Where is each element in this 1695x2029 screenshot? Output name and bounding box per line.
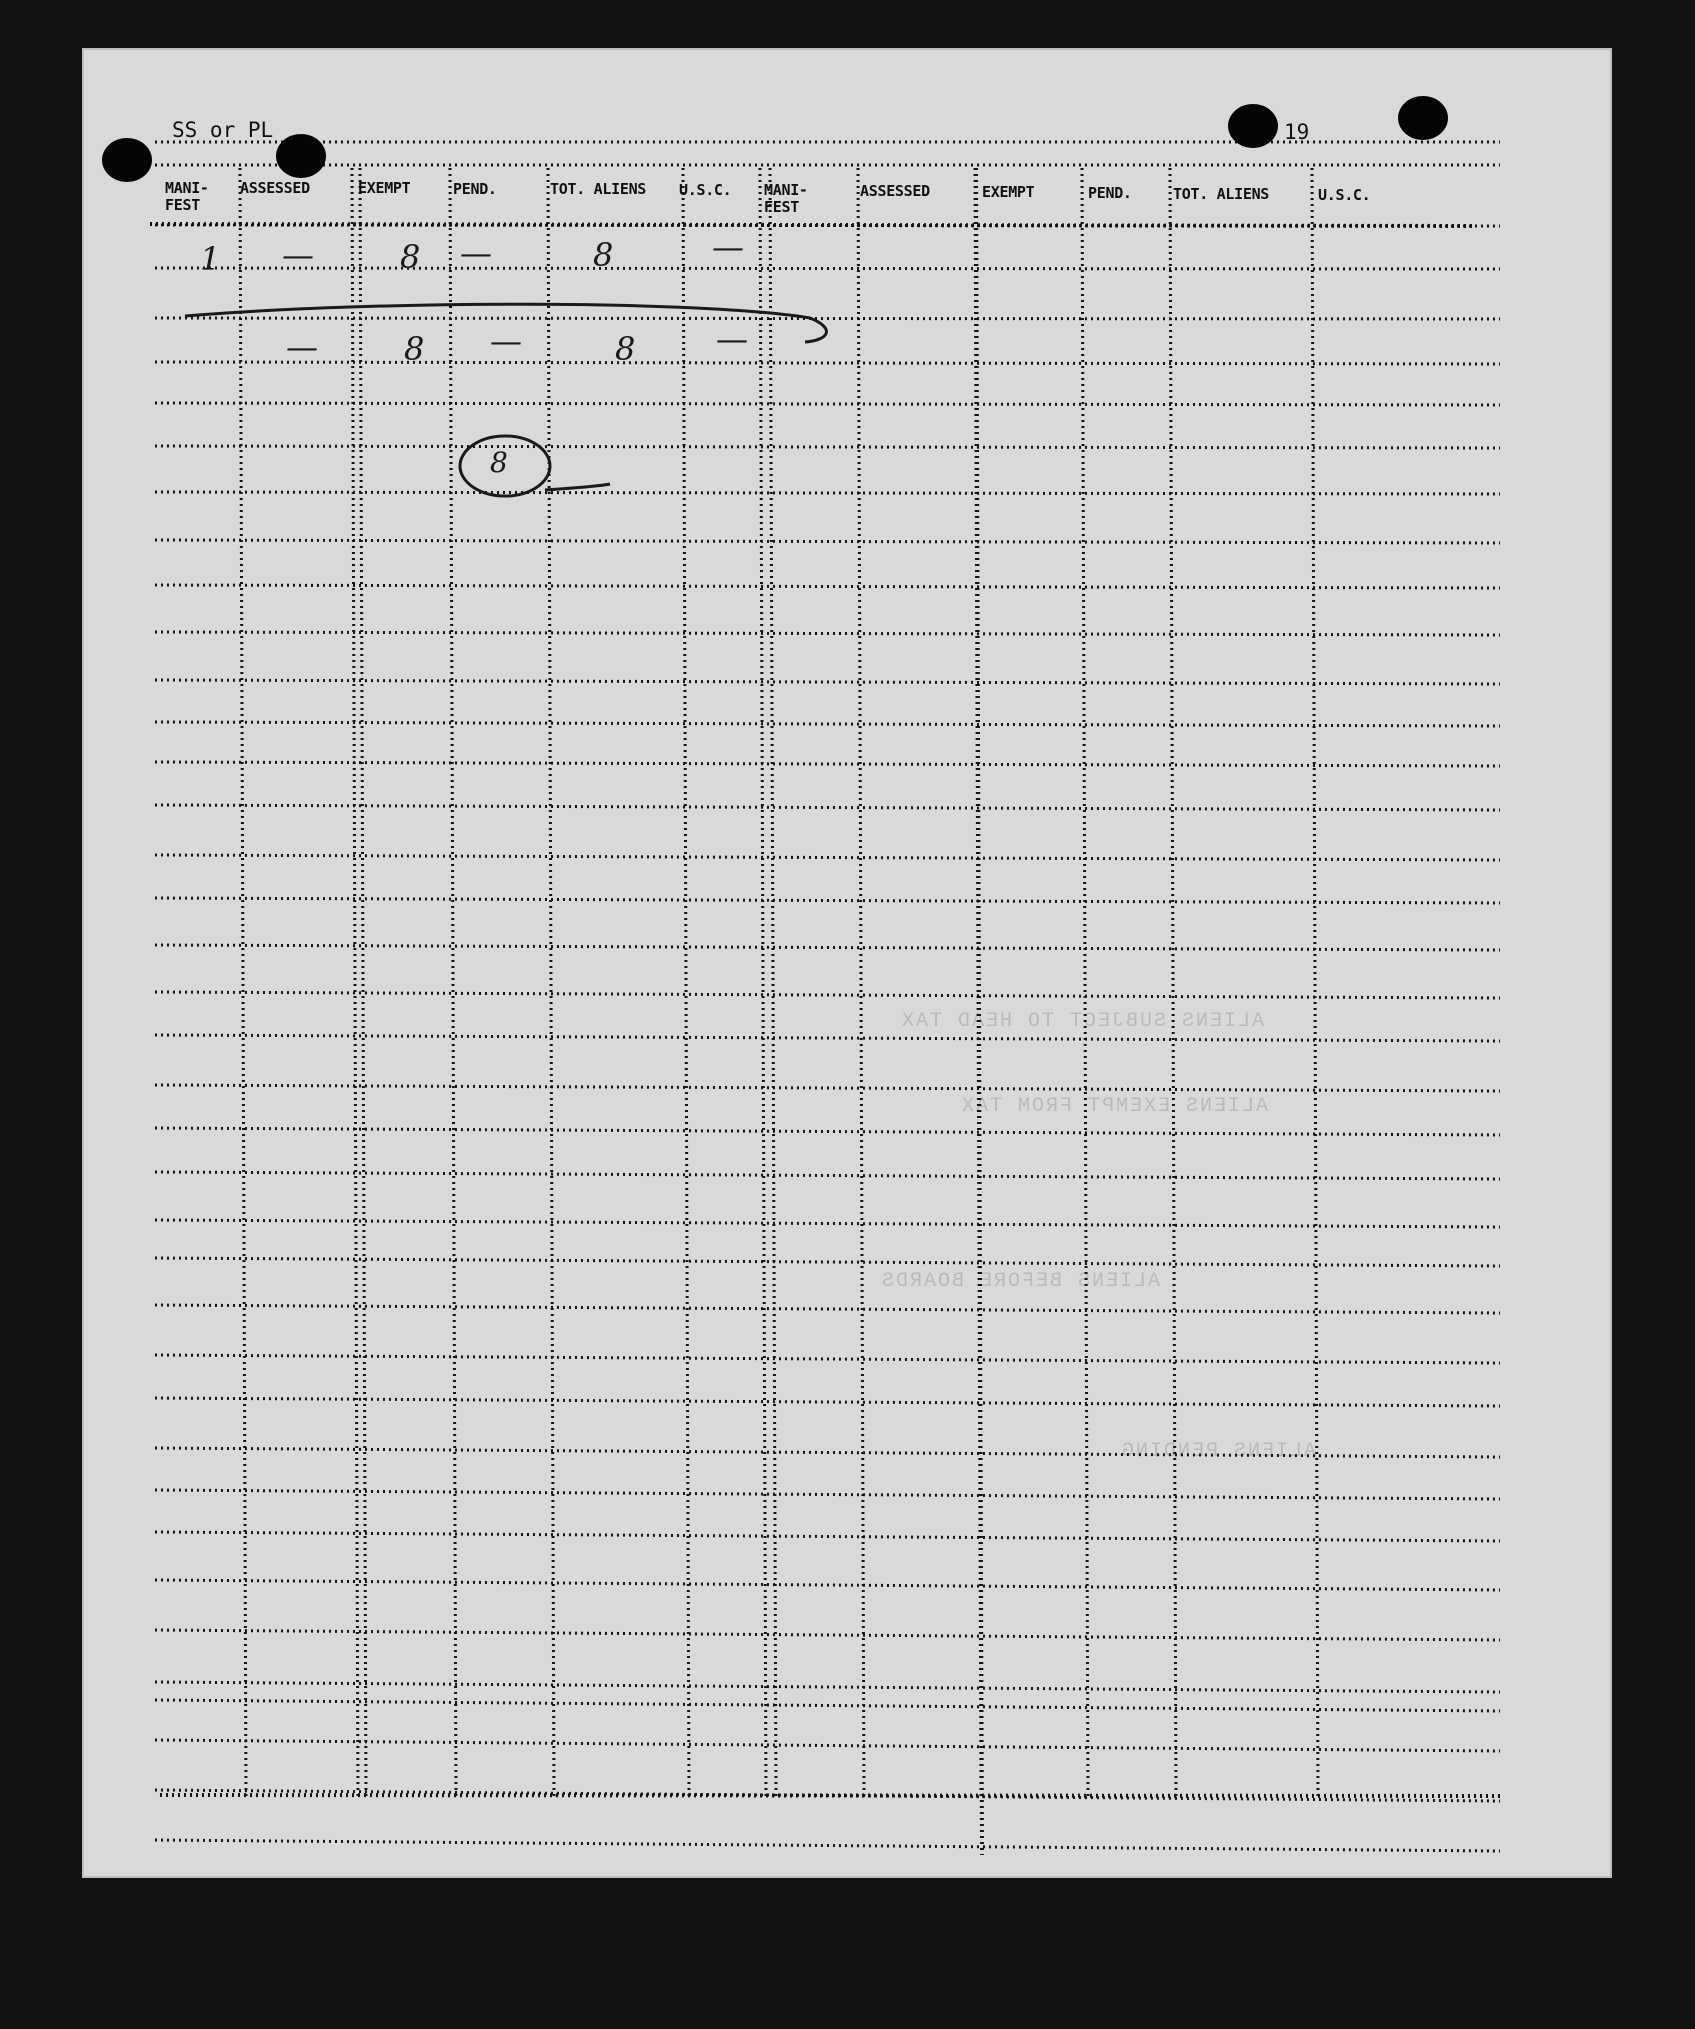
row1-assessed: —	[282, 236, 314, 274]
col-header-assessed-2: ASSESSED	[860, 182, 930, 200]
row2-tot-aliens: 8	[615, 330, 636, 368]
grid-column-line	[548, 168, 554, 1800]
year-label: 19	[1284, 120, 1310, 144]
bleed-through-text: ALIENS BEFORE BOARDS	[880, 1270, 1161, 1293]
circle-tail	[545, 484, 610, 490]
bleed-through-text: ALIENS EXEMPT FROM TAX	[960, 1095, 1269, 1118]
punch-hole	[1228, 104, 1278, 148]
circled-total: 8	[490, 446, 508, 479]
grid-row-line	[155, 225, 1500, 226]
grid-row-line	[155, 805, 1500, 810]
grid-row-line	[155, 945, 1500, 950]
row1-manifest: 1	[200, 240, 221, 278]
grid-column-line	[858, 168, 864, 1800]
col-header-manifest-2: MANI- FEST	[764, 181, 808, 216]
row1-pend: —	[460, 234, 492, 272]
row2-usc: —	[716, 320, 748, 358]
row1-usc: —	[712, 228, 744, 266]
grid-row-line	[155, 898, 1500, 903]
col-header-tot-aliens-2: TOT. ALIENS	[1173, 185, 1270, 203]
bleed-through-text: ALIENS SUBJECT TO HEAD TAX	[900, 1010, 1265, 1033]
row1-tot-aliens: 8	[593, 236, 614, 274]
grid-column-line	[1082, 168, 1088, 1800]
grid-row-line	[155, 855, 1500, 860]
grid-column-line	[1170, 168, 1176, 1800]
grid-column-line	[683, 168, 689, 1800]
row1-exempt: 8	[400, 238, 421, 276]
grid-column-line	[240, 168, 246, 1800]
grid-column-line	[770, 168, 776, 1800]
row2-exempt: 8	[404, 330, 425, 368]
grid-column-line	[352, 168, 358, 1800]
col-header-usc-2: U.S.C.	[1318, 186, 1371, 204]
grid-row-line	[155, 540, 1500, 543]
header-rule	[150, 224, 1475, 226]
grid-row-line	[155, 268, 1500, 269]
punch-hole	[1398, 96, 1448, 140]
grid-row-line	[155, 1035, 1500, 1041]
grid-row-line	[155, 318, 1500, 319]
grid-row-line	[155, 585, 1500, 588]
col-header-exempt-2: EXEMPT	[982, 183, 1035, 201]
col-header-pend: PEND.	[453, 180, 497, 198]
col-header-exempt: EXEMPT	[358, 179, 411, 197]
grid-row-line	[155, 403, 1500, 405]
col-header-pend-2: PEND.	[1088, 184, 1132, 202]
grid-column-line	[1312, 168, 1318, 1800]
punch-hole	[102, 138, 152, 182]
grid-row-line	[155, 762, 1500, 766]
grid-row-line	[155, 1258, 1500, 1266]
row2-pend: —	[490, 322, 522, 360]
grid-row-line	[155, 992, 1500, 998]
grid-divider-line	[976, 168, 982, 1855]
grid-column-line	[450, 168, 456, 1800]
bleed-through-text: ALIENS PENDING	[1120, 1440, 1317, 1463]
grid-column-line	[760, 168, 766, 1800]
col-header-assessed: ASSESSED	[240, 179, 310, 197]
punch-hole	[276, 134, 326, 178]
total-rule	[160, 1795, 1500, 1796]
grid-column-line	[360, 168, 366, 1800]
grid-row-line	[155, 1085, 1500, 1091]
grid-row-line	[155, 680, 1500, 684]
grid-row-line	[155, 1840, 1500, 1851]
grid-row-line	[155, 722, 1500, 726]
grid-row-line	[155, 492, 1500, 494]
row2-assessed: —	[286, 328, 318, 366]
grid-row-line	[155, 632, 1500, 635]
grid-row-line	[155, 362, 1500, 364]
col-header-manifest: MANI- FEST	[165, 179, 209, 214]
col-header-tot-aliens: TOT. ALIENS	[550, 180, 647, 198]
ship-label: SS or PL	[172, 118, 274, 142]
grid-row-line	[155, 446, 1500, 448]
col-header-usc: U.S.C.	[679, 181, 732, 199]
